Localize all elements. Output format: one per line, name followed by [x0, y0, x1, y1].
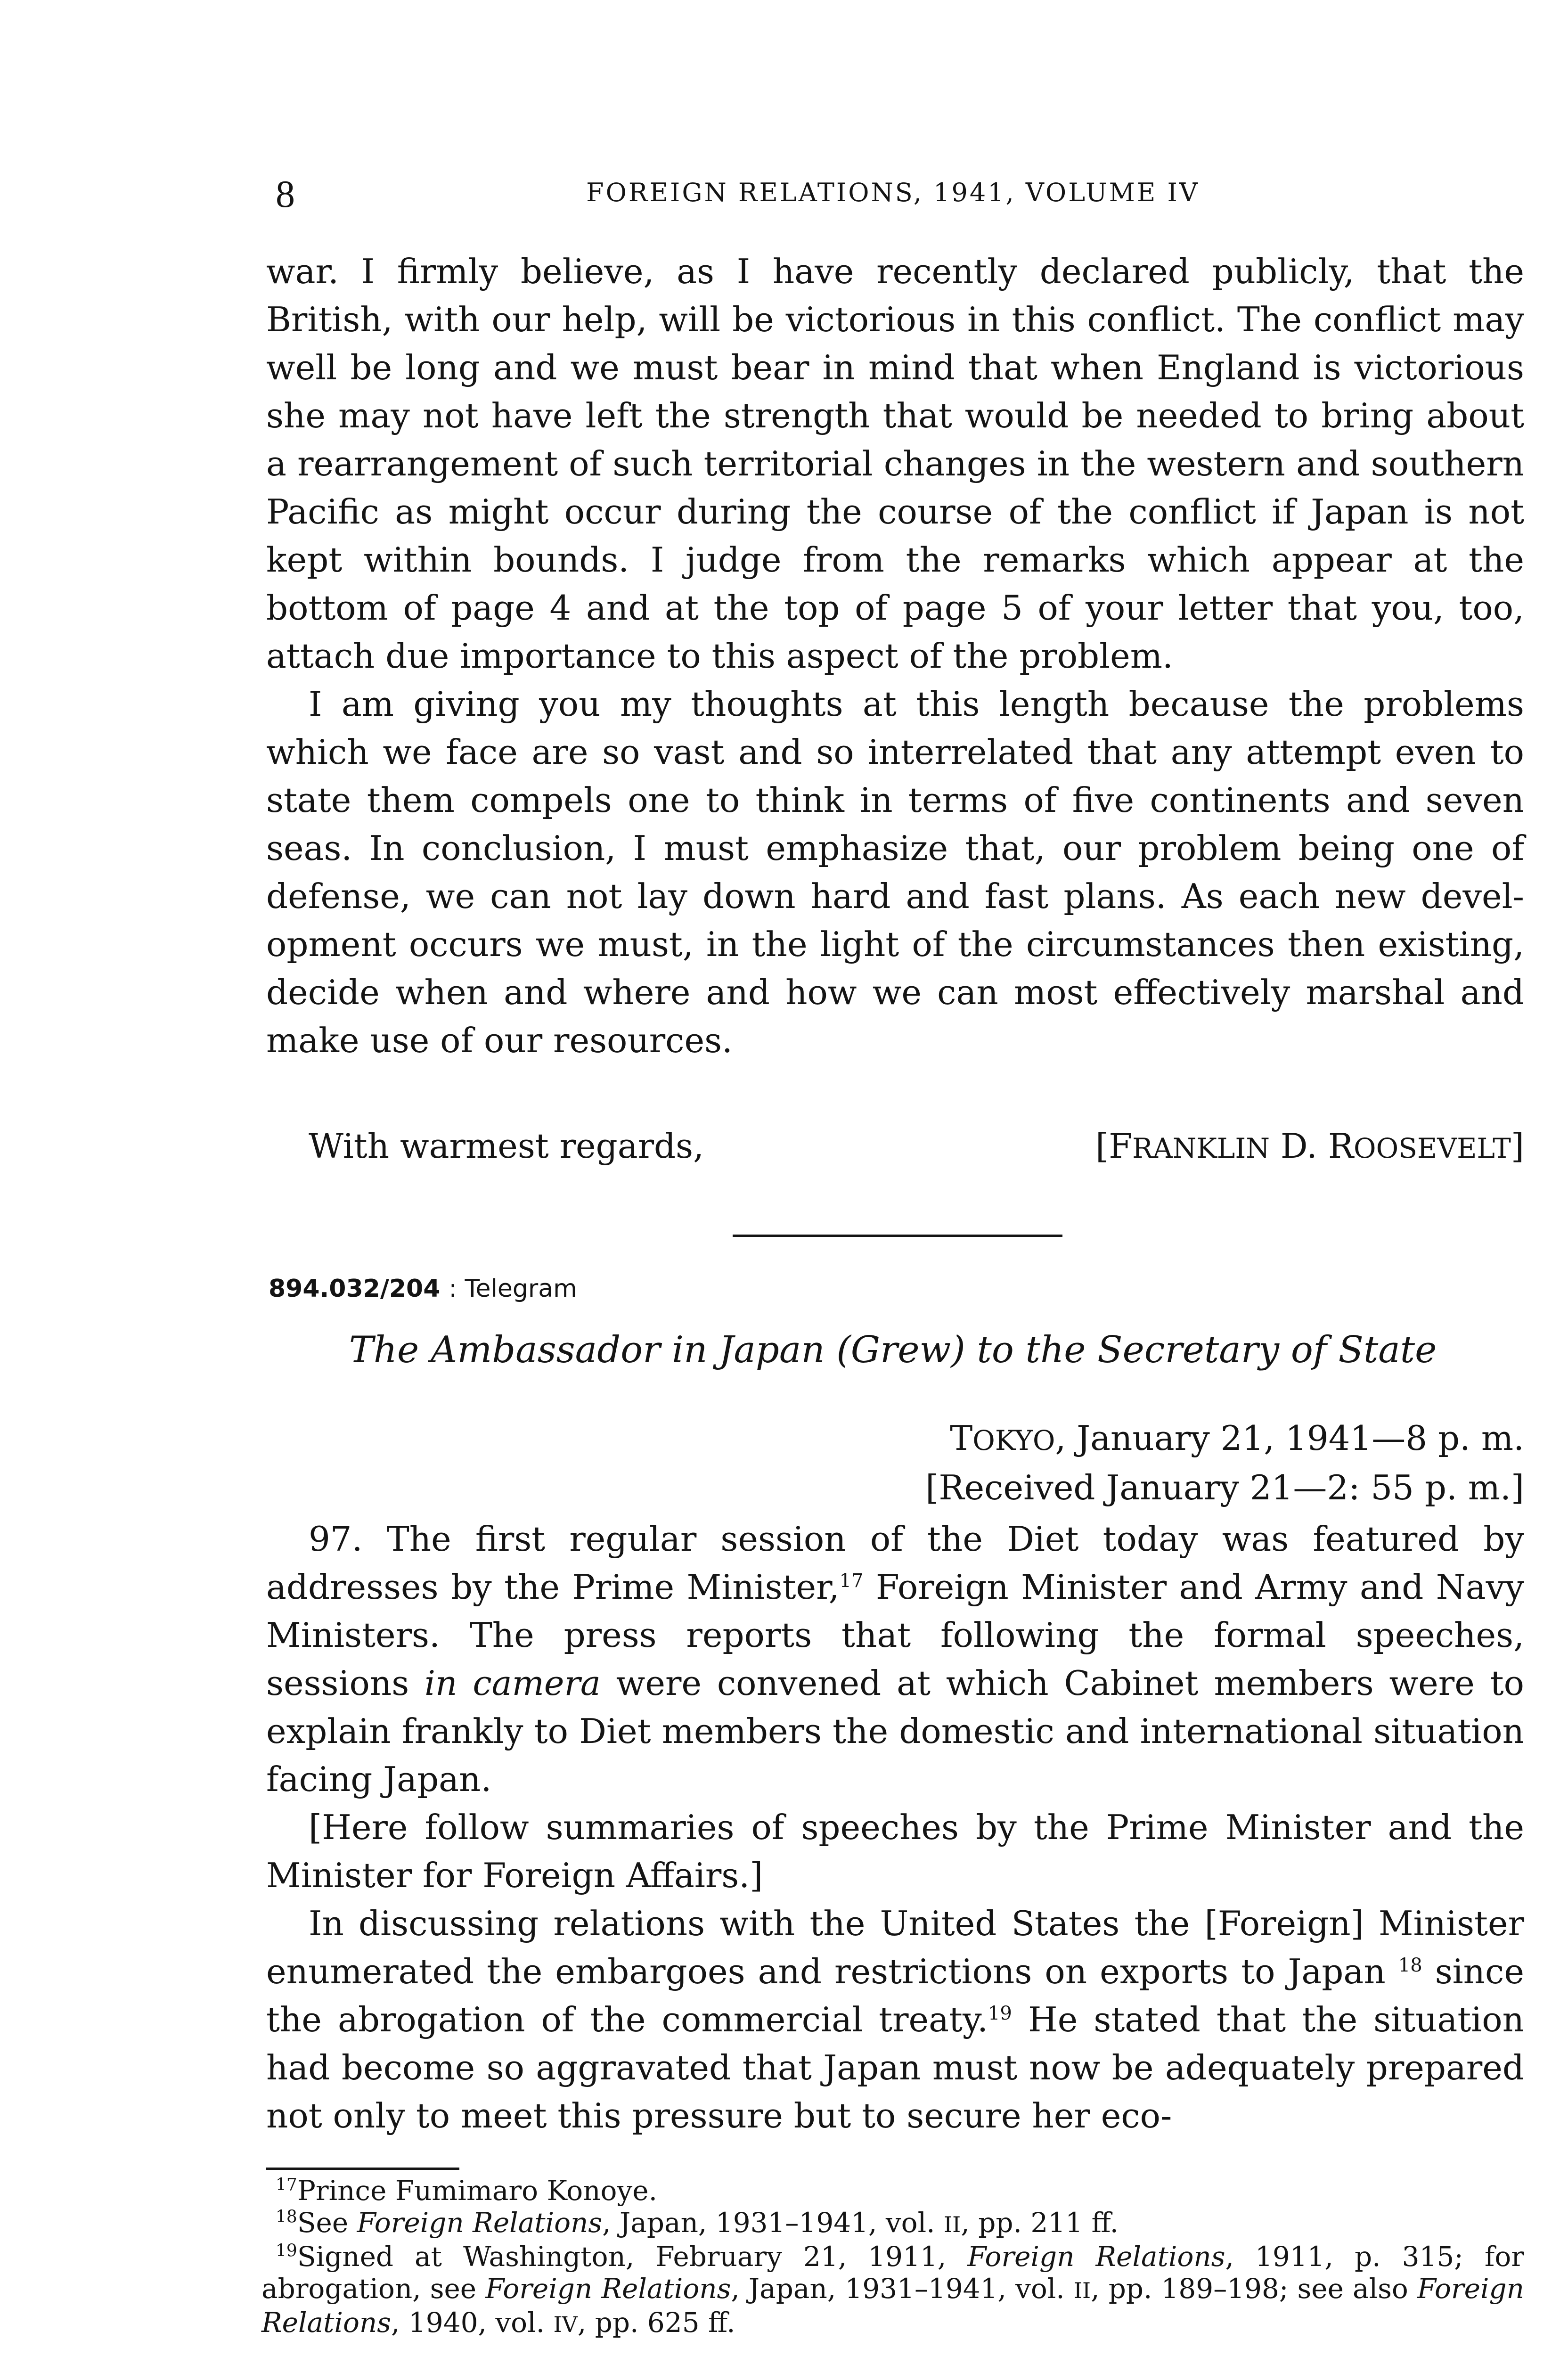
letter-paragraph: I am giving you my thoughts at this length because the problems which we face are so vast and so interrelated that any attempt even to state them compels one to think in terms of five continents and seven seas. In conclusion, I must emphasize that, our problem being one of defense, we can not lay down hard and fast plans. As each new development occurs we must, in the light of the circumstances then existing, decide when and where and how we can most effectively marshal and make use of our resources. [266, 684, 1524, 1060]
signature: [FRANKLIN D. ROOSEVELT] [1095, 1126, 1524, 1166]
running-head: FOREIGN RELATIONS, 1941, VOLUME IV [586, 178, 1200, 207]
telegram-paragraph: [Here follow summaries of speeches by the Prime Minister and the Minister for Foreign Affairs.] [266, 1808, 1524, 1895]
letter-body [266, 247, 1524, 1064]
telegram-paragraph: 97. The first regular session of the Diet today was featured by addresses by the Prime Minister,$^{17}$ Foreign Minister and Army and Navy Ministers. The press reports that following the formal speeches, sessions in camera were convened at which Cabinet members were to explain frankly to Diet members the domestic and international situation facing Japan. [266, 1519, 1524, 1799]
letter-paragraph: war. I firmly believe, as I have recently declared publicly, that the British, with our help, will be victorious in this conflict. The conflict may well be long and we must bear in mind that when England is victorious she may not have left the strength that would be needed to bring about a rearrangement of such territorial changes in the western and southern Pacific as might occur during the course of the conflict if Japan is not kept within bounds. I judge from the remarks which appear at the bottom of page 4 and at the top of page 5 of your letter that you, too, attach due importance to this aspect of the problem. [266, 252, 1524, 676]
footnote: $^{17}$Prince Fumimaro Konoye. [276, 2175, 658, 2207]
footnote-marker: 18 [1398, 1955, 1422, 1976]
telegram-paragraph: In discussing relations with the United States the [Foreign] Minister enumerated the embargoes and restrictions on exports to Japan $^{18}$ since the abrogation of the commercial treaty.$^{19}$ He stated that the situation had become so aggravated that Japan must now be adequately prepared not only to meet this pressure but to secure her eco- [266, 1904, 1524, 2135]
footnote-marker: 17 [839, 1570, 864, 1592]
footnotes [261, 2175, 1524, 2340]
footnote: $^{18}$See Foreign Relations, Japan, 1931–1941, vol. II, pp. 211 ff. [276, 2207, 1119, 2239]
page-header [261, 172, 1524, 219]
document-title: The Ambassador in Japan (Grew) to the Secretary of State [349, 1329, 1437, 1371]
dateline: TOKYO, January 21, 1941—8 p. m. [950, 1418, 1524, 1458]
file-type: : Telegram [449, 1275, 577, 1303]
section-divider [733, 1235, 1062, 1237]
file-number: 894.032/204 [269, 1275, 441, 1303]
page-number: 8 [276, 172, 295, 215]
letter-closing [309, 1126, 1524, 1178]
footnote-rule [266, 2168, 459, 2170]
footnote: $^{19}$Signed at Washington, February 21, 1911, Foreign Relations, 1911, p. 315; for abrogation, see Foreign Relations, Japan, 1931–1941, vol. II, pp. 189–198; see also Foreign Relations, 1940, vol. IV, pp. 625 ff. [261, 2241, 1524, 2339]
telegram-body [266, 1515, 1524, 2140]
received-line: [Received January 21—2: 55 p. m.] [925, 1468, 1524, 1507]
file-reference [269, 1275, 577, 1303]
closing-salutation: With warmest regards, [309, 1126, 704, 1166]
footnote-marker: 19 [988, 2003, 1012, 2024]
